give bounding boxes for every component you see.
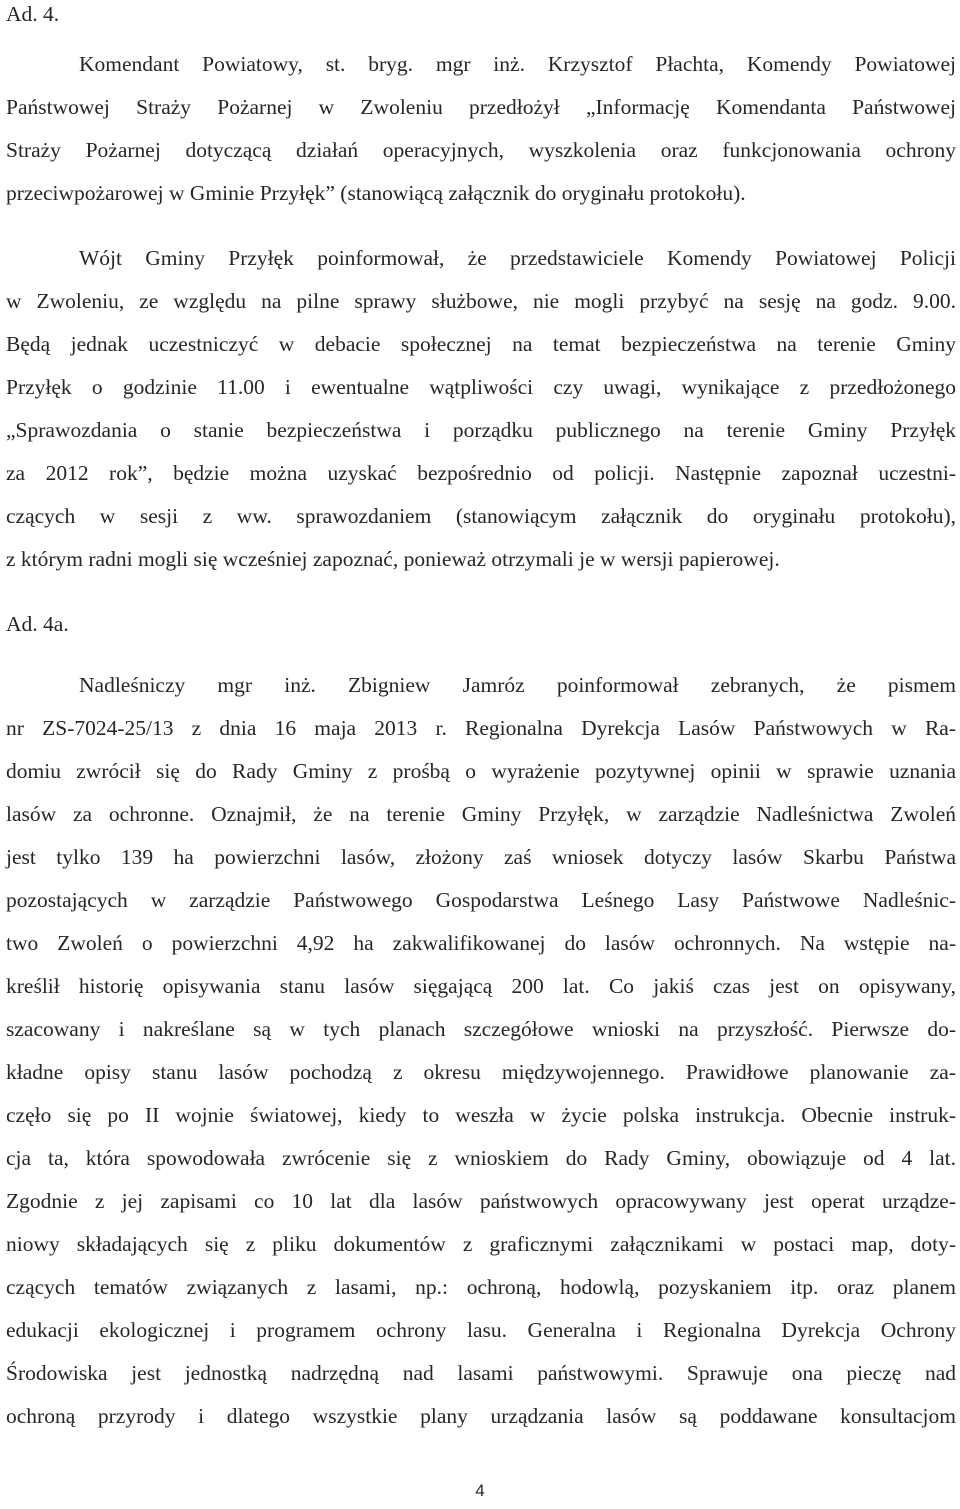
text-line: kreślił historię opisywania stanu lasów sięgającą 200 lat. Co jakiś czas jest on opisywany, — [6, 974, 956, 998]
text-line: cja ta, która spowodowała zwrócenie się z wnioskiem do Rady Gminy, obowiązuje od 4 lat. — [6, 1146, 956, 1170]
text-line: Zgodnie z jej zapisami co 10 lat dla lasów państwowych opracowywany jest operat urządze- — [6, 1189, 956, 1213]
text-line: Nadleśniczy mgr inż. Zbigniew Jamróz poinformował zebranych, że pismem — [79, 673, 956, 697]
section-heading-ad-4: Ad. 4. — [6, 2, 60, 26]
text-line: za 2012 rok”, będzie można uzyskać bezpośrednio od policji. Następnie zapoznał uczestni- — [6, 461, 956, 485]
text-line: przeciwpożarowej w Gminie Przyłęk” (stanowiącą załącznik do oryginału protokołu). — [6, 181, 746, 205]
text-line: ochroną przyrody i dlatego wszystkie plany urządzania lasów są poddawane konsultacjom — [6, 1404, 956, 1428]
text-line: pozostających w zarządzie Państwowego Gospodarstwa Leśnego Lasy Państwowe Nadleśnic- — [6, 888, 956, 912]
text-line: kładne opisy stanu lasów pochodzą z okresu międzywojennego. Prawidłowe planowanie za- — [6, 1060, 956, 1084]
text-line: szacowany i nakreślane są w tych planach szczegółowe wnioski na przyszłość. Pierwsze do- — [6, 1017, 956, 1041]
text-line: niowy składających się z pliku dokumentów z graficznymi załącznikami w postaci map, doty- — [6, 1232, 956, 1256]
text-line: Państwowej Straży Pożarnej w Zwoleniu przedłożył „Informację Komendanta Państwowej — [6, 95, 956, 119]
text-line: z którym radni mogli się wcześniej zapoznać, ponieważ otrzymali je w wersji papierowej. — [6, 547, 780, 571]
text-line: Środowiska jest jednostką nadrzędną nad lasami państwowymi. Sprawuje ona pieczę nad — [6, 1361, 956, 1385]
text-line: Wójt Gminy Przyłęk poinformował, że przedstawiciele Komendy Powiatowej Policji — [79, 246, 956, 270]
text-line: Straży Pożarnej dotyczącą działań operacyjnych, wyszkolenia oraz funkcjonowania ochrony — [6, 138, 956, 162]
text-line: lasów za ochronne. Oznajmił, że na terenie Gminy Przyłęk, w zarządzie Nadleśnictwa Zwoleń — [6, 802, 956, 826]
text-line: czących tematów związanych z lasami, np.: ochroną, hodowlą, pozyskaniem itp. oraz planem — [6, 1275, 956, 1299]
text-line: edukacji ekologicznej i programem ochrony lasu. Generalna i Regionalna Dyrekcja Ochrony — [6, 1318, 956, 1342]
text-line: Przyłęk o godzinie 11.00 i ewentualne wątpliwości czy uwagi, wynikające z przedłożonego — [6, 375, 956, 399]
text-line: two Zwoleń o powierzchni 4,92 ha zakwalifikowanej do lasów ochronnych. Na wstępie na- — [6, 931, 956, 955]
text-line: Będą jednak uczestniczyć w debacie społecznej na temat bezpieczeństwa na terenie Gminy — [6, 332, 956, 356]
text-line: Komendant Powiatowy, st. bryg. mgr inż. Krzysztof Płachta, Komendy Powiatowej — [79, 52, 956, 76]
text-line: jest tylko 139 ha powierzchni lasów, złożony zaś wniosek dotyczy lasów Skarbu Państwa — [6, 845, 956, 869]
text-line: częło się po II wojnie światowej, kiedy to weszła w życie polska instrukcja. Obecnie instruk- — [6, 1103, 956, 1127]
text-line: nr ZS-7024-25/13 z dnia 16 maja 2013 r. Regionalna Dyrekcja Lasów Państwowych w Ra- — [6, 716, 956, 740]
section-heading-ad-4a: Ad. 4a. — [6, 612, 69, 636]
page-number: 4 — [475, 1481, 485, 1500]
text-line: w Zwoleniu, ze względu na pilne sprawy służbowe, nie mogli przybyć na sesję na godz. 9.00. — [6, 289, 956, 313]
text-line: domiu zwrócił się do Rady Gminy z prośbą o wyrażenie pozytywnej opinii w sprawie uznania — [6, 759, 956, 783]
text-line: czących w sesji z ww. sprawozdaniem (stanowiącym załącznik do oryginału protokołu), — [6, 504, 956, 528]
text-line: „Sprawozdania o stanie bezpieczeństwa i porządku publicznego na terenie Gminy Przyłęk — [6, 418, 956, 442]
